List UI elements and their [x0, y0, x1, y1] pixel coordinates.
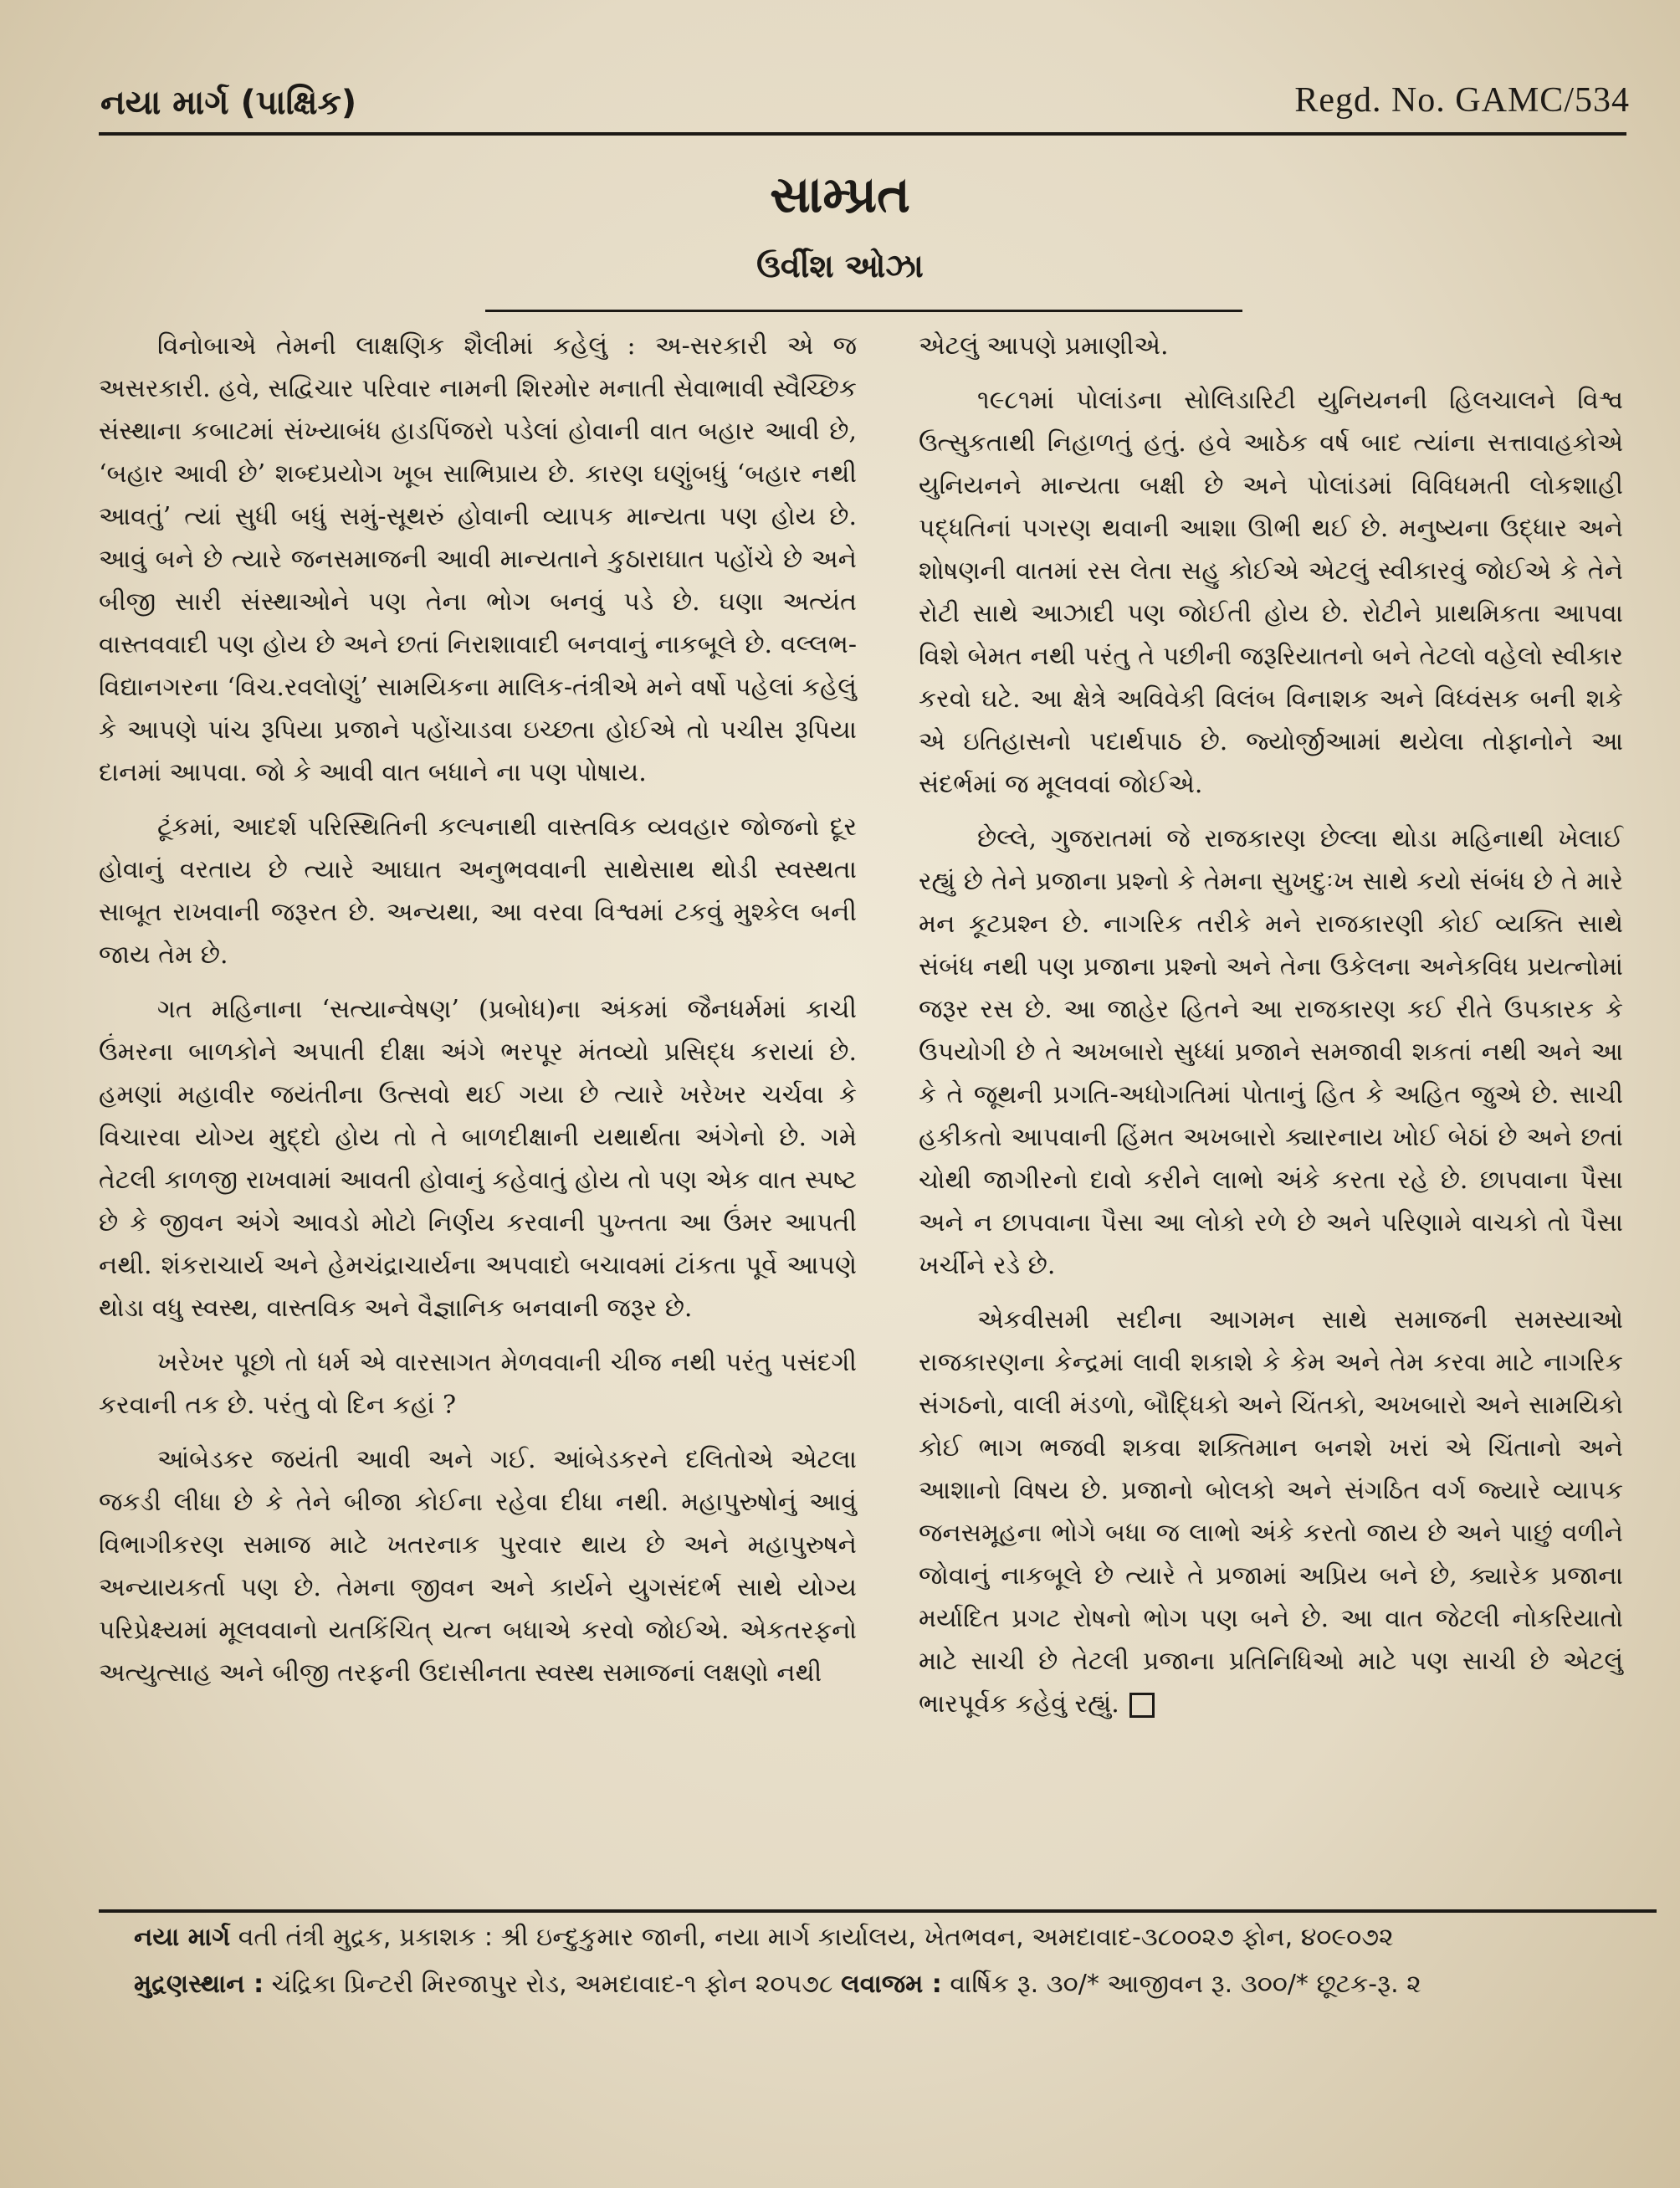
paragraph: એટલું આપણે પ્રમાણીએ. [919, 331, 1169, 361]
title-rule [485, 310, 1242, 312]
paragraph: ખરેખર પૂછો તો ધર્મ એ વારસાગત મેળવવાની ચીજ નથી પરંતુ પસંદગી કરવાની તક છે. પરંતુ વો દિન કહાં ? [99, 1348, 857, 1420]
footer-publisher-line [134, 1923, 1648, 1952]
footer-text: વાર્ષિક રૂ. ૩૦/* આજીવન રૂ. ૩૦૦/* છૂટક-રૂ. ૨ [941, 1970, 1421, 1999]
footer-printer-line [134, 1970, 1648, 1999]
paragraph: વિનોબાએ તેમની લાક્ષણિક શૈલીમાં કહેલું : અ-સરકારી એ જ અસરકારી. હવે, સદ્વિચાર પરિવાર નામની શિરમોર મનાતી સેવાભાવી સ્વૈચ્છિક સંસ્થાના કબાટમાં સંખ્યાબંધ હાડપિંજરો પડેલાં હોવાની વાત બહાર આવી છે, ‘બહાર આવી છે’ શબ્દપ્રયોગ ખૂબ સાભિપ્રાય છે. કારણ ઘણુંબધું ‘બહાર નથી આવતું’ ત્યાં સુધી બધું સમું-સૂથરું હોવાની વ્યાપક માન્યતા પણ હોય છે. આવું બને છે ત્યારે જનસમાજની આવી માન્યતાને કુઠારાઘાત પહોંચે છે અને બીજી સારી સંસ્થાઓને પણ તેના ભોગ બનવું પડે છે. ઘણા અત્યંત વાસ્તવવાદી પણ હોય છે અને છતાં નિરાશાવાદી બનવાનું નાકબૂલે છે. વલ્લભ-વિદ્યાનગરના ‘વિચ.રવલોણું’ સામયિકના માલિક-તંત્રીએ મને વર્ષો પહેલાં કહેલું કે આપણે પાંચ રૂપિયા પ્રજાને પહોંચાડવા ઇચ્છતા હોઈએ તો પચીસ રૂપિયા દાનમાં આપવા. જો કે આવી વાત બધાને ના પણ પોષાય. [99, 331, 857, 787]
footer-label: લવાજમ : [841, 1970, 942, 1999]
paragraph-text: એકવીસમી સદીના આગમન સાથે સમાજની સમસ્યાઓ રાજકારણના કેન્દ્રમાં લાવી શકાશે કે કેમ અને તેમ કરવા માટે નાગરિક સંગઠનો, વાલી મંડળો, બૌદ્ધિકો અને ચિંતકો, અખબારો અને સામયિકો કોઈ ભાગ ભજવી શકવા શક્તિમાન બનશે ખરાં એ ચિંતાનો અને આશાનો વિષય છે. પ્રજાનો બોલકો અને સંગઠિત વર્ગ જ્યારે વ્યાપક જનસમૂહના ભોગે બધા જ લાભો અંકે કરતો જાય છે અને પાછું વળીને જોવાનું નાકબૂલે છે ત્યારે તે પ્રજામાં અપ્રિય બને છે, ક્યારેક પ્રજાના મર્યાદિત પ્રગટ રોષનો ભોગ પણ બને છે. આ વાત જેટલી નોકરિયાતો માટે સાચી છે તેટલી પ્રજાના પ્રતિનિધિઓ માટે પણ સાચી છે એટલું ભારપૂર્વક કહેવું રહ્યું. [919, 1305, 1623, 1719]
article-author: ઉર્વીશ ઓઝા [756, 248, 924, 284]
paragraph: છેલ્લે, ગુજરાતમાં જે રાજકારણ છેલ્લા થોડા મહિનાથી ખેલાઈ રહ્યું છે તેને પ્રજાના પ્રશ્નો કે તેમના સુખદુઃખ સાથે કયો સંબંધ છે તે મારે મન કૂટપ્રશ્ન છે. નાગરિક તરીકે મને રાજકારણી કોઈ વ્યક્તિ સાથે સંબંધ નથી પણ પ્રજાના પ્રશ્નો અને તેના ઉકેલના અનેકવિધ પ્રયત્નોમાં જરૂર રસ છે. આ જાહેર હિતને આ રાજકારણ કઈ રીતે ઉપકારક કે ઉપયોગી છે તે અખબારો સુધ્ધાં પ્રજાને સમજાવી શકતાં નથી અને આ કે તે જૂથની પ્રગતિ-અધોગતિમાં પોતાનું હિત કે અહિત જુએ છે. સાચી હકીકતો આપવાની હિંમત અખબારો ક્યારનાય ખોઈ બેઠાં છે અને છતાં ચોથી જાગીરનો દાવો કરીને લાભો અંકે કરતા રહે છે. છાપવાના પૈસા અને ન છાપવાના પૈસા આ લોકો રળે છે અને પરિણામે વાચકો તો પૈસા ખર્ચીને રડે છે. [919, 824, 1623, 1280]
left-column [99, 325, 857, 1706]
paragraph: ટૂંકમાં, આદર્શ પરિસ્થિતિની કલ્પનાથી વાસ્તવિક વ્યવહાર જોજનો દૂર હોવાનું વરતાય છે ત્યારે આઘાત અનુભવવાની સાથેસાથ થોડી સ્વસ્થતા સાબૂત રાખવાની જરૂરત છે. અન્યથા, આ વરવા વિશ્વમાં ટકવું મુશ્કેલ બની જાય તેમ છે. [99, 812, 857, 970]
footer-text: ચંદ્રિકા પ્રિન્ટરી મિરજાપુર રોડ, અમદાવાદ-૧ ફોન ૨૦૫૭૮ [264, 1970, 842, 1999]
registration-number: Regd. No. GAMC/534 [1294, 81, 1630, 120]
right-column [919, 325, 1623, 1737]
publication-name: નયા માર્ગ (પાક્ષિક) [100, 84, 357, 122]
footer-label: મુદ્રણસ્થાન : [134, 1970, 264, 1999]
header-rule [99, 132, 1626, 136]
paragraph: આંબેડકર જયંતી આવી અને ગઈ. આંબેડકરને દલિતોએ એટલા જકડી લીધા છે કે તેને બીજા કોઈના રહેવા દીધા નથી. મહાપુરુષોનું આવું વિભાગીકરણ સમાજ માટે ખતરનાક પુરવાર થાય છે અને મહાપુરુષને અન્યાયકર્તા પણ છે. તેમના જીવન અને કાર્યને યુગસંદર્ભ સાથે યોગ્ય પરિપ્રેક્ષ્યમાં મૂલવવાનો યતકિંચિત્ યત્ન બધાએ કરવો જોઈએ. એકતરફનો અત્યુત્સાહ અને બીજી તરફની ઉદાસીનતા સ્વસ્થ સમાજનાં લક્ષણો નથી [99, 1445, 857, 1688]
footer-label: નયા માર્ગ [134, 1923, 231, 1952]
paragraph: ગત મહિનાના ‘સત્યાન્વેષણ’ (પ્રબોધ)ના અંકમાં જૈનધર્મમાં કાચી ઉંમરના બાળકોને અપાતી દીક્ષા અંગે ભરપૂર મંતવ્યો પ્રસિદ્ધ કરાયાં છે. હમણાં મહાવીર જયંતીના ઉત્સવો થઈ ગયા છે ત્યારે ખરેખર ચર્ચવા કે વિચારવા યોગ્ય મુદ્દો હોય તો તે બાળદીક્ષાની યથાર્થતા અંગેનો છે. ગમે તેટલી કાળજી રાખવામાં આવતી હોવાનું કહેવાતું હોય તો પણ એક વાત સ્પષ્ટ છે કે જીવન અંગે આવડો મોટો નિર્ણય કરવાની પુખ્તતા આ ઉંમર આપતી નથી. શંકરાચાર્ય અને હેમચંદ્રાચાર્યના અપવાદો બચાવમાં ટાંકતા પૂર્વે આપણે થોડા વધુ સ્વસ્થ, વાસ્તવિક અને વૈજ્ઞાનિક બનવાની જરૂર છે. [99, 995, 857, 1323]
footer-rule [99, 1909, 1657, 1913]
paragraph-last [919, 1299, 1623, 1725]
article-title: સામ્પ્રત [770, 166, 910, 224]
end-mark-icon [1129, 1693, 1155, 1718]
paragraph: ૧૯૮૧માં પોલાંડના સોલિડારિટી યુનિયનની હિલચાલને વિશ્વ ઉત્સુકતાથી નિહાળતું હતું. હવે આઠેક વર્ષ બાદ ત્યાંના સત્તાવાહકોએ યુનિયનને માન્યતા બક્ષી છે અને પોલાંડમાં વિવિધમતી લોકશાહી પદ્ધતિનાં પગરણ થવાની આશા ઊભી થઈ છે. મનુષ્યના ઉદ્ધાર અને શોષણની વાતમાં રસ લેતા સહુ કોઈએ એટલું સ્વીકારવું જોઈએ કે તેને રોટી સાથે આઝાદી પણ જોઈતી હોય છે. રોટીને પ્રાથમિકતા આપવા વિશે બેમત નથી પરંતુ તે પછીની જરૂરિયાતનો બને તેટલો વહેલો સ્વીકાર કરવો ઘટે. આ ક્ષેત્રે અવિવેકી વિલંબ વિનાશક અને વિધ્વંસક બની શકે એ ઇતિહાસનો પદાર્થપાઠ છે. જ્યોર્જીઆમાં થયેલા તોફાનોને આ સંદર્ભમાં જ મૂલવવાં જોઈએ. [919, 386, 1623, 799]
footer-text: વતી તંત્રી મુદ્રક, પ્રકાશક : શ્રી ઇન્દુકુમાર જાની, નયા માર્ગ કાર્યાલય, ખેતભવન, અમદાવાદ-૩૮૦૦૨૭ ફોન, ૪૦૯૦૭૨ [230, 1923, 1394, 1952]
